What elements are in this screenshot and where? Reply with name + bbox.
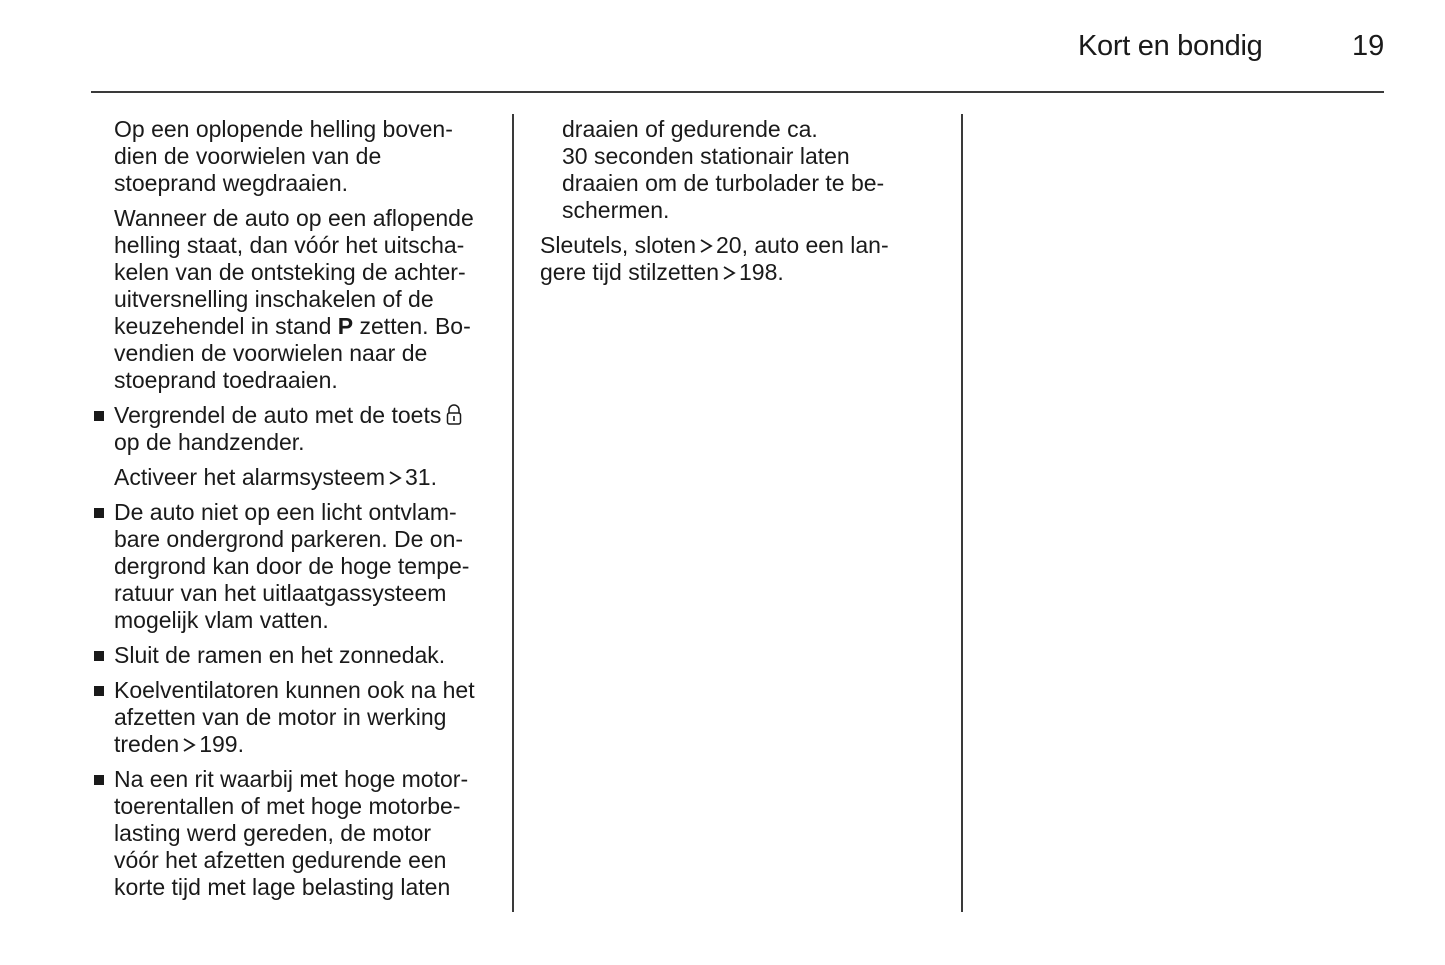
text-line xyxy=(540,259,950,286)
text-fragment: Sleutels, sloten xyxy=(540,232,696,258)
text-line: stoeprand toedraaien. xyxy=(114,367,338,393)
text-fragment: zetten. Bo- xyxy=(353,313,471,339)
text-line: Sluit de ramen en het zonnedak. xyxy=(114,642,446,668)
text-line: vendien de voorwielen naar de xyxy=(114,340,428,366)
page-reference[interactable]: 198. xyxy=(738,259,784,285)
text-line: Op een oplopende helling boven- xyxy=(114,116,453,142)
bullet-item-windows xyxy=(92,642,502,669)
text-line: ratuur van het uitlaatgassysteem xyxy=(114,580,447,606)
text-line: schermen. xyxy=(562,197,670,223)
text-line: mogelijk vlam vatten. xyxy=(114,607,329,633)
text-line: afzetten van de motor in werking xyxy=(114,704,447,730)
bullet-square-icon xyxy=(94,686,104,696)
lock-key-icon xyxy=(445,404,463,426)
column-divider-1 xyxy=(512,114,514,912)
text-line: korte tijd met lage belasting laten xyxy=(114,874,451,900)
text-line xyxy=(114,464,502,491)
text-fragment: Activeer het alarmsysteem xyxy=(114,464,385,490)
text-line: Na een rit waarbij met hoge motor- xyxy=(114,766,469,792)
bullet-square-icon xyxy=(94,508,104,518)
paragraph-alarm xyxy=(92,464,502,491)
text-line xyxy=(114,402,502,429)
text-line: stoeprand wegdraaien. xyxy=(114,170,348,196)
cross-reference-arrow-icon[interactable] xyxy=(387,469,403,487)
cross-reference-arrow-icon[interactable] xyxy=(181,736,197,754)
paragraph-downhill xyxy=(92,205,502,394)
text-line: Koelventilatoren kunnen ook na het xyxy=(114,677,475,703)
text-line: lasting werd gereden, de motor xyxy=(114,820,432,846)
cross-reference-arrow-icon[interactable] xyxy=(698,237,714,255)
text-fragment: gere tijd stilzetten xyxy=(540,259,719,285)
text-line: vóór het afzetten gedurende een xyxy=(114,847,447,873)
bullet-square-icon xyxy=(94,651,104,661)
bullet-item-turbo xyxy=(92,766,502,901)
text-line: toerentallen of met hoge motorbe- xyxy=(114,793,461,819)
text-line: De auto niet op een licht ontvlam- xyxy=(114,499,457,525)
text-line xyxy=(540,232,950,259)
cross-reference-arrow-icon[interactable] xyxy=(721,264,737,282)
text-line: 30 seconden stationair laten xyxy=(562,143,850,169)
text-line xyxy=(114,731,502,758)
bullet-item-flammable xyxy=(92,499,502,634)
paragraph-turbo-continued xyxy=(540,116,950,224)
text-line: helling staat, dan vóór het uitscha- xyxy=(114,232,465,258)
text-line: dien de voorwielen van de xyxy=(114,143,382,169)
paragraph-references xyxy=(540,232,950,286)
text-line: kelen van de ontsteking de achter- xyxy=(114,259,466,285)
section-title: Kort en bondig xyxy=(1078,30,1263,62)
text-fragment: keuzehendel in stand xyxy=(114,313,338,339)
column-1 xyxy=(92,116,502,909)
page-number: 19 xyxy=(1352,30,1385,62)
gear-position-p: P xyxy=(337,313,354,339)
text-line: op de handzender. xyxy=(114,429,305,455)
column-divider-2 xyxy=(961,114,963,912)
bullet-item-fans xyxy=(92,677,502,758)
bullet-square-icon xyxy=(94,775,104,785)
bullet-square-icon xyxy=(94,411,104,421)
page-reference[interactable]: 199. xyxy=(199,731,244,757)
text-line: draaien om de turbolader te be- xyxy=(562,170,885,196)
column-2 xyxy=(540,116,950,294)
text-fragment: Vergrendel de auto met de toets xyxy=(114,402,442,428)
text-line: dergrond kan door de hoge tempe- xyxy=(114,553,470,579)
text-fragment: treden xyxy=(114,731,180,757)
text-line: draaien of gedurende ca. xyxy=(562,116,818,142)
bullet-item-lock xyxy=(92,402,502,456)
text-line: uitversnelling inschakelen of de xyxy=(114,286,434,312)
page-reference[interactable]: 20, auto een lan- xyxy=(715,232,889,258)
header-divider xyxy=(91,91,1384,93)
page-reference[interactable]: 31. xyxy=(404,464,437,490)
text-line: bare ondergrond parkeren. De on- xyxy=(114,526,464,552)
text-line: Wanneer de auto op een aflopende xyxy=(114,205,474,231)
paragraph-uphill xyxy=(92,116,502,197)
text-line xyxy=(114,313,502,340)
